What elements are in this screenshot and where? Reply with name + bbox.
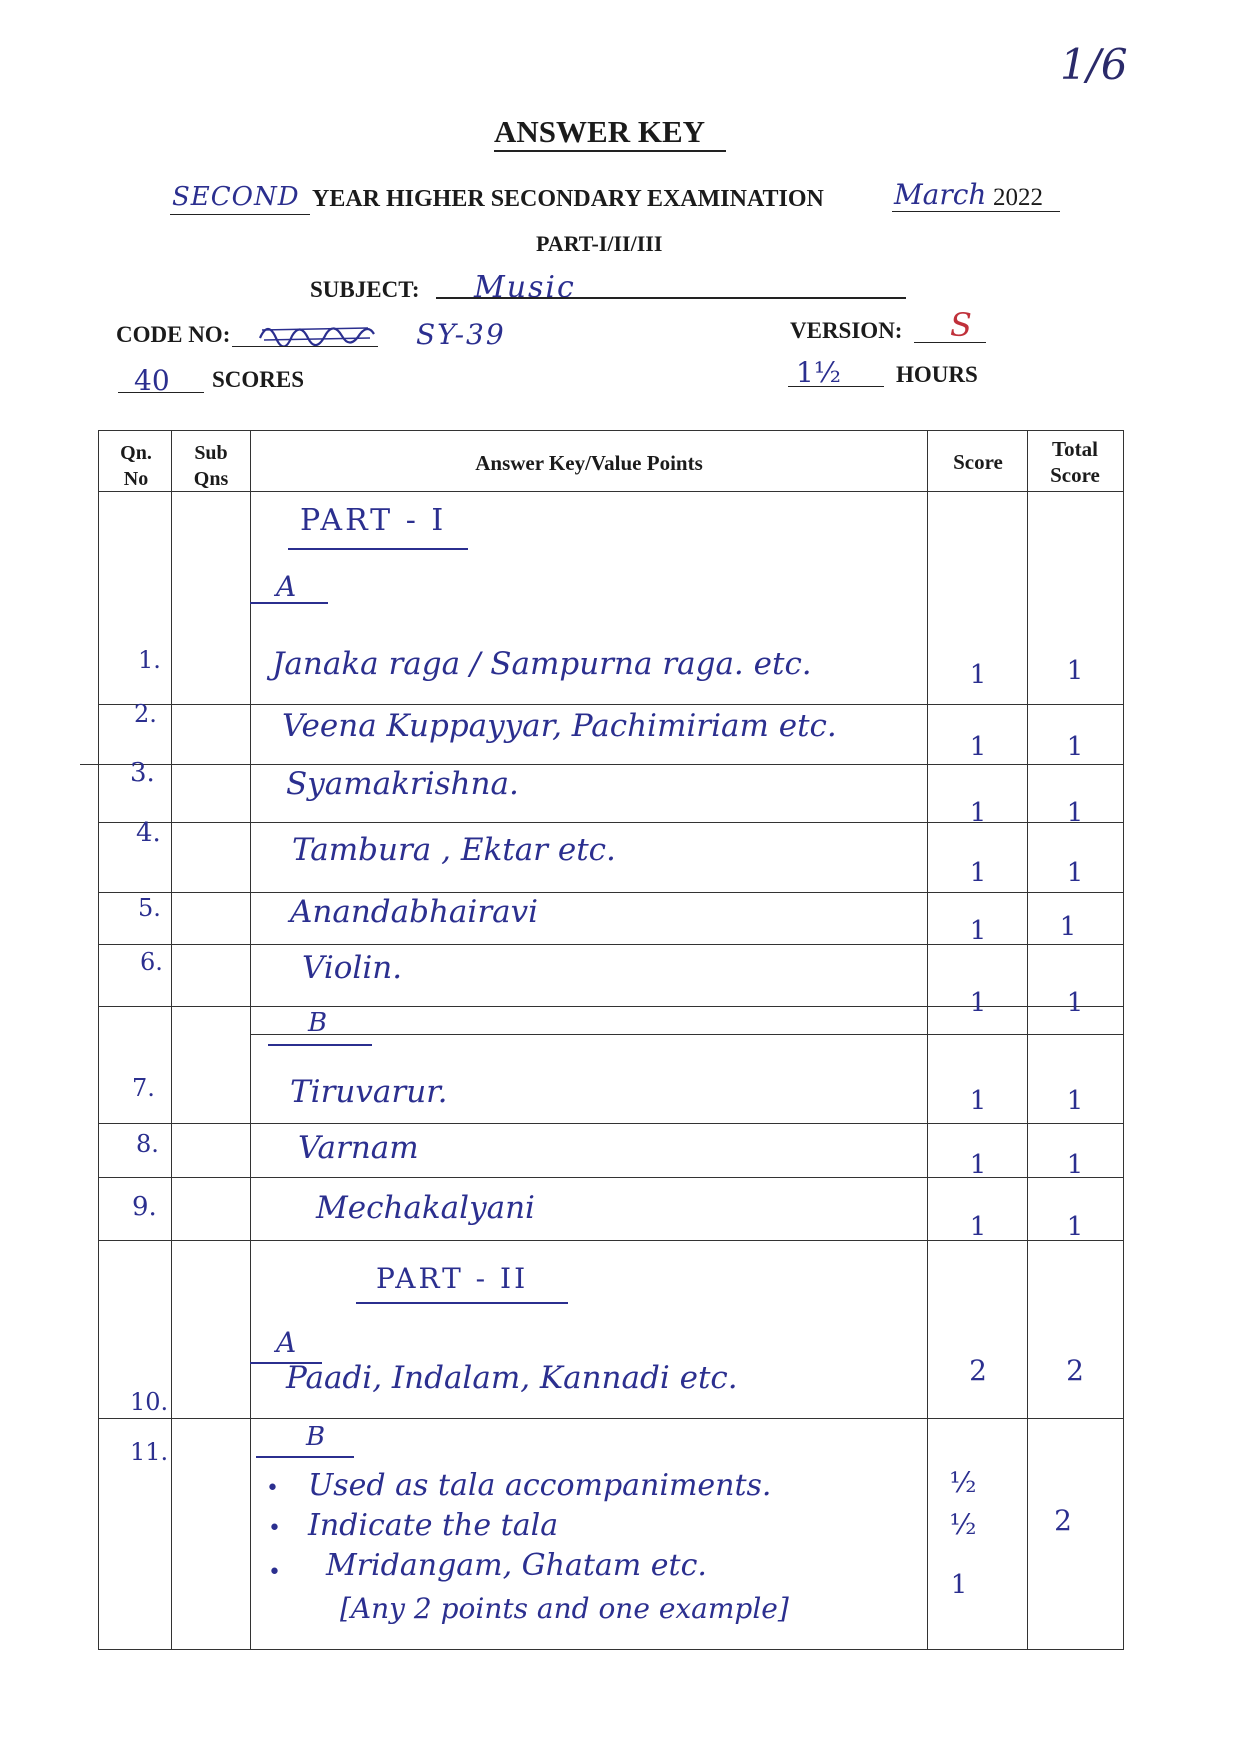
code-value: SY-39 bbox=[416, 318, 506, 351]
point-text: Indicate the tala bbox=[308, 1508, 559, 1543]
page-number: 1/6 bbox=[1060, 40, 1128, 89]
answer-text: Mechakalyani bbox=[316, 1190, 535, 1226]
exam-year: 2022 bbox=[993, 184, 1043, 211]
total-value: 1 bbox=[1066, 858, 1084, 888]
score-value: 1 bbox=[969, 858, 987, 888]
answer-text: Tambura , Ektar etc. bbox=[292, 832, 616, 868]
score-value: 2 bbox=[969, 1354, 987, 1387]
qn-number: 10. bbox=[130, 1388, 169, 1416]
total-value: 1 bbox=[1066, 656, 1084, 686]
scores-label: SCORES bbox=[212, 367, 305, 392]
hours-label: HOURS bbox=[896, 362, 978, 387]
title-underline bbox=[494, 150, 726, 152]
col-divider-1 bbox=[171, 430, 172, 1650]
answer-text: Tiruvarur. bbox=[290, 1074, 448, 1110]
subject-value: Music bbox=[474, 270, 576, 305]
note-text: [Any 2 points and one example] bbox=[340, 1592, 789, 1625]
year-handwritten: SECOND bbox=[172, 182, 300, 212]
total-value: 1 bbox=[1066, 1212, 1084, 1242]
score-value: 1 bbox=[969, 1150, 987, 1180]
year-underline bbox=[170, 214, 310, 215]
qn-number: 4. bbox=[136, 818, 161, 848]
qn-number: 2. bbox=[134, 700, 157, 728]
score-value: 1 bbox=[969, 1086, 987, 1116]
version-line bbox=[914, 342, 986, 343]
score-value: 1 bbox=[969, 660, 987, 690]
qn-number: 8. bbox=[136, 1130, 159, 1158]
part-label: PART-I/II/III bbox=[536, 231, 663, 256]
row-divider bbox=[80, 764, 1124, 765]
section-part1: PART - I bbox=[300, 503, 447, 538]
score-value: 1 bbox=[969, 798, 987, 828]
score-value: 1 bbox=[969, 988, 987, 1018]
qn-number: 1. bbox=[138, 646, 161, 674]
point-text: Used as tala accompaniments. bbox=[308, 1468, 772, 1503]
qn-number: 3. bbox=[130, 758, 155, 788]
total-value: 2 bbox=[1054, 1504, 1072, 1537]
subject-line bbox=[436, 297, 906, 299]
part2-underline bbox=[356, 1302, 568, 1304]
qn-number: 6. bbox=[140, 948, 163, 976]
qn-number: 5. bbox=[138, 894, 161, 922]
row-divider bbox=[98, 1418, 1124, 1419]
page-title: ANSWER KEY bbox=[494, 114, 706, 149]
score-value: 1 bbox=[950, 1570, 968, 1600]
row-divider bbox=[98, 704, 1124, 705]
part1-b-underline bbox=[268, 1044, 372, 1046]
score-value: 1 bbox=[969, 732, 987, 762]
part1-underline bbox=[288, 548, 468, 550]
year-line bbox=[892, 211, 1060, 212]
total-value: 1 bbox=[1066, 1150, 1084, 1180]
col-divider-2 bbox=[250, 430, 251, 1650]
section-part2: PART - II bbox=[376, 1262, 529, 1295]
score-value: ½ bbox=[949, 1508, 977, 1541]
header-divider bbox=[98, 491, 1124, 492]
answer-text: Syamakrishna. bbox=[286, 766, 519, 802]
scribble-mark bbox=[258, 318, 376, 346]
total-value: 1 bbox=[1066, 988, 1084, 1018]
answer-text: Anandabhairavi bbox=[290, 894, 539, 930]
month-handwritten: March bbox=[894, 178, 987, 211]
part2-b-underline bbox=[256, 1456, 354, 1458]
bullet-dot: • bbox=[266, 1476, 279, 1501]
total-value: 1 bbox=[1066, 1086, 1084, 1116]
answer-text: Veena Kuppayyar, Pachimiriam etc. bbox=[282, 708, 837, 744]
answer-text: Janaka raga / Sampurna raga. etc. bbox=[272, 646, 812, 682]
section-part1-b: B bbox=[308, 1008, 328, 1038]
total-value: 1 bbox=[1066, 798, 1084, 828]
header-qn: Qn. No bbox=[120, 442, 152, 490]
score-value: ½ bbox=[949, 1466, 977, 1499]
code-label: CODE NO: bbox=[116, 322, 231, 347]
total-value: 1 bbox=[1066, 732, 1084, 762]
bullet-dot: • bbox=[268, 1516, 281, 1541]
bullet-dot: • bbox=[268, 1560, 281, 1585]
row-divider bbox=[250, 1034, 1124, 1035]
qn-number: 7. bbox=[132, 1074, 155, 1102]
section-part2-a: A bbox=[276, 1326, 297, 1359]
hours-value: 1½ bbox=[796, 356, 841, 389]
row-divider bbox=[98, 1123, 1124, 1124]
scores-value: 40 bbox=[134, 364, 170, 397]
answer-text: Violin. bbox=[302, 950, 403, 986]
scores-line bbox=[118, 392, 204, 393]
score-value: 1 bbox=[969, 916, 987, 946]
code-line bbox=[232, 346, 378, 347]
version-value: S bbox=[950, 306, 972, 344]
row-divider bbox=[98, 892, 1124, 893]
part1-a-underline bbox=[250, 602, 328, 604]
header-answer: Answer Key/Value Points bbox=[475, 451, 703, 475]
subject-label: SUBJECT: bbox=[310, 277, 420, 302]
section-part2-b: B bbox=[306, 1422, 326, 1452]
total-value: 1 bbox=[1059, 912, 1077, 942]
answer-text: Paadi, Indalam, Kannadi etc. bbox=[286, 1360, 738, 1396]
header-sub: Sub Qns bbox=[193, 442, 229, 490]
section-part1-a: A bbox=[276, 570, 297, 603]
header-score: Score bbox=[953, 450, 1003, 474]
score-value: 1 bbox=[969, 1212, 987, 1242]
answer-text: Varnam bbox=[298, 1130, 419, 1166]
exam-text: YEAR HIGHER SECONDARY EXAMINATION bbox=[312, 186, 824, 212]
qn-number: 9. bbox=[132, 1192, 157, 1222]
qn-number: 11. bbox=[130, 1438, 169, 1466]
point-text: Mridangam, Ghatam etc. bbox=[326, 1548, 707, 1583]
total-value: 2 bbox=[1066, 1354, 1084, 1387]
version-label: VERSION: bbox=[790, 318, 903, 343]
col-divider-4 bbox=[1027, 430, 1028, 1650]
header-total: Total Score bbox=[1050, 437, 1100, 487]
hours-line bbox=[788, 386, 884, 387]
